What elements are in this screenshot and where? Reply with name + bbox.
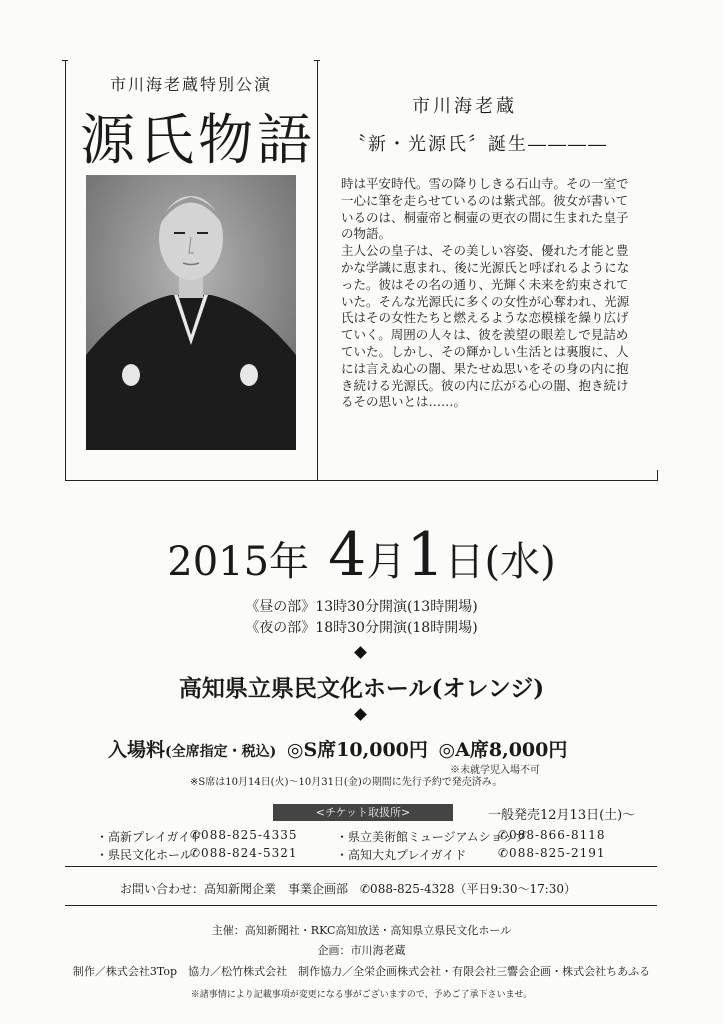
outlet-name: ・高新プレイガイド — [96, 830, 203, 844]
event-day: 1 — [406, 520, 445, 590]
frame-top-left-line — [62, 60, 68, 61]
frame-right-line — [657, 470, 658, 481]
frame-top-center-line — [314, 60, 320, 61]
footer-divider — [65, 905, 657, 906]
synopsis-paragraph-2: 主人公の皇子は、その美しい容姿、優れた才能と豊かな学識に恵まれ、後に光源氏と呼ばれるようになった。彼はその名の通り、光輝く未来を約束されていた。そんな光源氏に多くの女性が心奪われ、光源氏はその女性たちと燃えるような恋模様を繰り広げていく。周囲の人々は、彼を羨望の眼差しで見詰めていた。しかし、その輝かしい生活とは裏腹に、人には言えぬ心の闇、果たせぬ思いをその身の内に抱き続ける光源氏。彼の内に広がる心の闇、抱き続けるその思いとは……。 — [341, 243, 630, 410]
lower-divider — [65, 866, 657, 867]
outlet-name: ・高知大丸プレイガイド — [336, 848, 467, 862]
outlet-tel: ✆088-824-5321 — [190, 846, 298, 860]
outlet-name: ・県民文化ホール — [96, 848, 192, 862]
frame-center-line — [317, 60, 318, 480]
page-title: 源氏物語 — [80, 108, 317, 172]
outlet-tel: ✆088-866-8118 — [498, 828, 606, 842]
matinee-time: 《昼の部》13時30分開演(13時開場) — [245, 599, 478, 615]
evening-time: 《夜の部》18時30分開演(18時開場) — [245, 620, 478, 636]
outlet-tel: ✆088-825-4335 — [190, 828, 298, 842]
pricing — [108, 735, 567, 762]
upper-divider — [65, 480, 657, 481]
synopsis — [341, 176, 637, 411]
inquiry-contact: お問い合わせ：高知新聞企業 事業企画部 ✆088-825-4328（平日9:30～17:30） — [120, 882, 577, 896]
a-seat-price: ◎A席8,000円 — [438, 739, 568, 761]
event-date — [0, 520, 723, 590]
synopsis-paragraph-1: 時は平安時代。雪の降りしきる石山寺。その一室で一心に筆を走らせているのは紫式部。彼女が書いているのは、桐壷帝と桐壷の更衣の間に生まれた皇子の物語。 — [341, 176, 629, 242]
general-sale-date: 一般発売12月13日(土)～ — [488, 808, 636, 823]
venue: 高知県立県民文化ホール(オレンジ) — [178, 675, 545, 702]
portrait-photo — [86, 175, 296, 450]
event-month: 4 — [328, 520, 367, 590]
outlet-tel: ✆088-825-2191 — [498, 846, 606, 860]
event-month-kanji: 月 — [366, 539, 407, 585]
pricing-label: 入場料 — [108, 739, 166, 761]
disclaimer: ※諸事情により記載事項が変更になる事がございますので、予めご了承下さいませ。 — [190, 990, 533, 1000]
outlet-name: ・県立美術館ミュージアムショップ — [336, 830, 527, 844]
ticket-outlets-banner: <チケット取扱所> — [273, 804, 453, 821]
s-seat-price: ◎S席10,000円 — [286, 739, 428, 761]
performer-name: 市川海老蔵 — [412, 96, 517, 117]
pricing-note: (全席指定・税込) — [165, 744, 277, 760]
diamond-divider-1 — [354, 646, 367, 659]
tagline: 〝新・光源氏〞誕生―――― — [348, 134, 608, 155]
frame-left-line — [65, 60, 66, 480]
children-note: ※未就学児入場不可 — [450, 765, 540, 776]
diamond-divider-2 — [354, 708, 367, 721]
event-day-kanji: 日 — [444, 539, 485, 585]
event-weekday: (水) — [484, 539, 556, 585]
event-subtitle: 市川海老蔵特別公演 — [110, 75, 273, 94]
event-year: 2015年 — [167, 539, 310, 585]
production-credits: 制作／株式会社3Top 協力／松竹株式会社 制作協力／全栄企画株式会社・有限会社三響会企画・株式会社ちあふる — [72, 965, 651, 978]
planning-credit: 企画：市川海老蔵 — [317, 944, 406, 957]
presale-note: ※S席は10月14日(火)～10月31日(金)の期間に先行予約で発売済み。 — [190, 777, 503, 788]
organizers: 主催：高知新聞社・RKC高知放送・高知県立県民文化ホール — [211, 924, 512, 937]
